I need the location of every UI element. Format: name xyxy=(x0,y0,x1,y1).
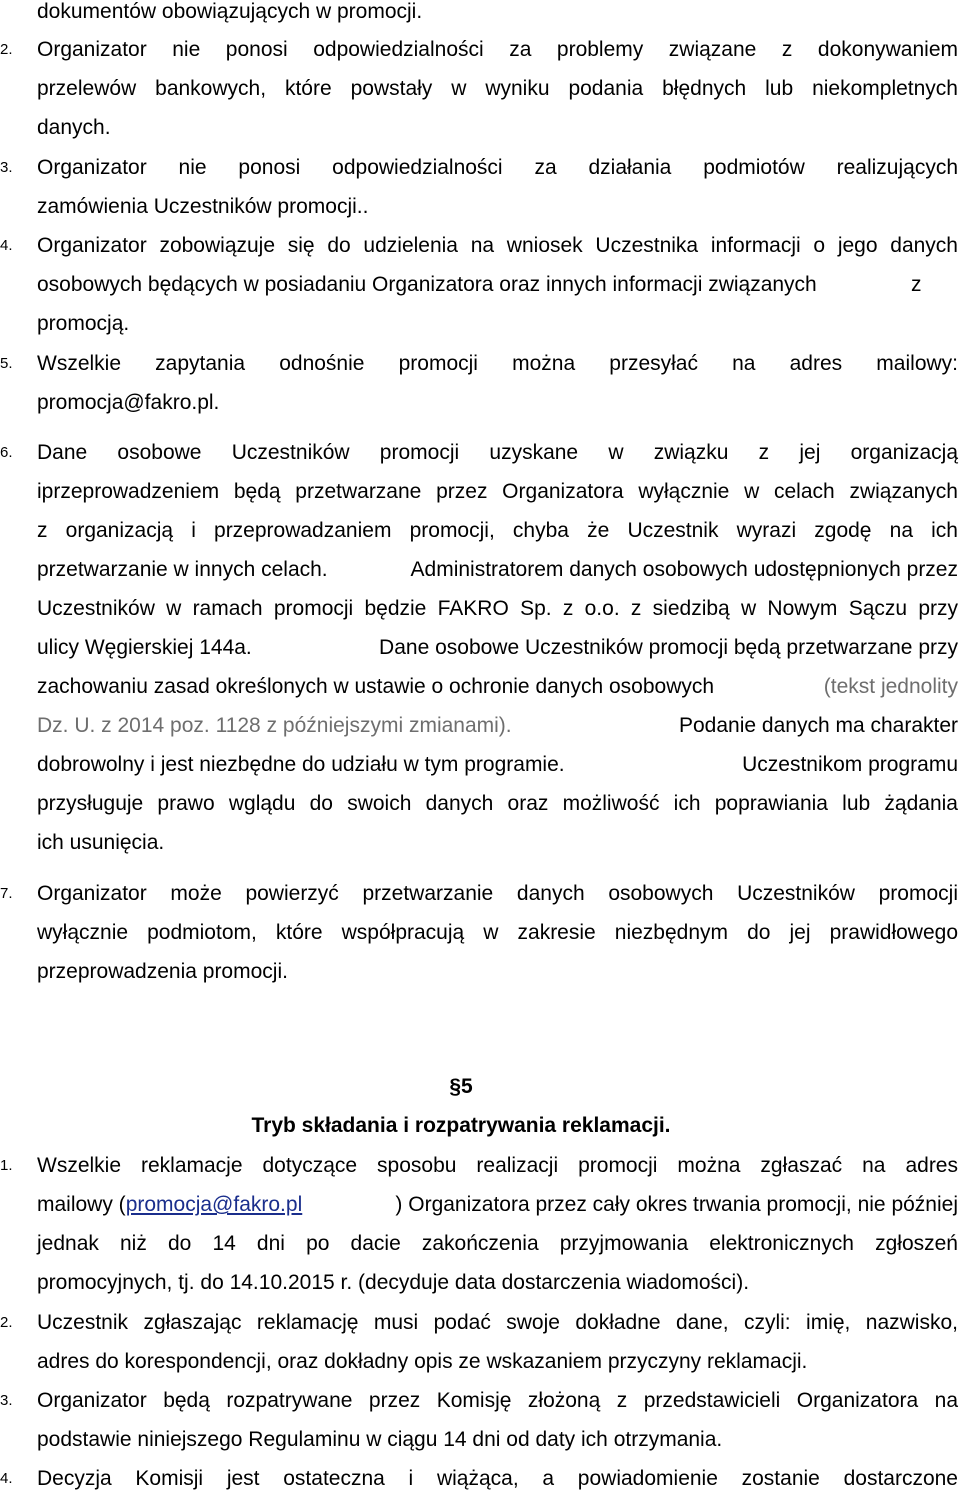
text-segment: Podanie danych ma charakter xyxy=(679,714,958,737)
paragraph-line: promocją. xyxy=(37,312,130,335)
text-segment: Dane osobowe Uczestników promocji będą przetwarzane przy xyxy=(379,636,958,659)
text-segment: ) Organizatora przez cały okres trwania promocji, nie później xyxy=(395,1193,958,1216)
paragraph-line: iprzeprowadzeniem będą przetwarzane przez Organizatora wyłącznie w celach związanych xyxy=(37,480,958,503)
section-title: Tryb składania i rozpatrywania reklamacji. xyxy=(251,1114,671,1137)
text-segment: mailowy ( xyxy=(37,1193,126,1216)
paragraph-line: ich usunięcia. xyxy=(37,831,165,854)
section-number: §5 xyxy=(449,1075,473,1098)
text-segment: ulicy Węgierskiej 144a. xyxy=(37,636,252,659)
paragraph-line: Organizator nie ponosi odpowiedzialności za działania podmiotów realizujących xyxy=(37,156,958,179)
paragraph-line: wyłącznie podmiotom, które współpracują w zakresie niezbędnym do jej prawidłowego xyxy=(37,921,958,944)
text-segment: Administratorem danych osobowych udostępnionych przez xyxy=(410,558,958,581)
email-link[interactable]: promocja@fakro.pl xyxy=(125,1193,303,1216)
paragraph-line: adres do korespondencji, oraz dokładny opis ze wskazaniem przyczyny reklamacji. xyxy=(37,1350,808,1373)
paragraph-line: Wszelkie zapytania odnośnie promocji można przesyłać na adres mailowy: xyxy=(37,352,958,375)
paragraph-line: zamówienia Uczestników promocji.. xyxy=(37,195,369,218)
paragraph-line xyxy=(37,713,958,739)
paragraph-line: Organizator będą rozpatrywane przez Komisję złożoną z przedstawicieli Organizatora na xyxy=(37,1389,958,1412)
top-fragment: dokumentów obowiązujących w promocji. xyxy=(37,0,423,23)
text-segment: dobrowolny i jest niezbędne do udziału w tym programie. xyxy=(37,753,565,776)
citation-text: Dz. U. z 2014 poz. 1128 z późniejszymi zmianami). xyxy=(37,714,512,737)
list-item-number: 5. xyxy=(0,355,13,372)
paragraph-line: Wszelkie reklamacje dotyczące sposobu realizacji promocji można zgłaszać na adres xyxy=(37,1154,958,1177)
list-item-number: 4. xyxy=(0,237,13,254)
paragraph-line: z xyxy=(911,273,922,296)
text-segment: Uczestnikom programu xyxy=(742,753,958,776)
paragraph-line: przelewów bankowych, które powstały w wyniku podania błędnych lub niekompletnych xyxy=(37,77,958,100)
paragraph-line: Decyzja Komisji jest ostateczna i wiążąca, a powiadomienie zostanie dostarczone xyxy=(37,1467,958,1490)
text-segment: zachowaniu zasad określonych w ustawie o ochronie danych osobowych xyxy=(37,675,715,698)
paragraph-line: Organizator może powierzyć przetwarzanie danych osobowych Uczestników promocji xyxy=(37,882,958,905)
list-item-number: 6. xyxy=(0,444,13,461)
paragraph-line: Organizator zobowiązuje się do udzielenia na wniosek Uczestnika informacji o jego danych xyxy=(37,234,958,257)
list-item-number: 3. xyxy=(0,1392,13,1409)
paragraph-line: z organizacją i przeprowadzaniem promocji, chyba że Uczestnik wyrazi zgodę na ich xyxy=(37,519,958,542)
list-item-number: 3. xyxy=(0,159,13,176)
citation-text: (tekst jednolity xyxy=(823,675,958,698)
paragraph-line: Uczestników w ramach promocji będzie FAKRO Sp. z o.o. z siedzibą w Nowym Sączu przy xyxy=(37,597,958,620)
paragraph-line: jednak niż do 14 dni po dacie zakończenia przyjmowania elektronicznych zgłoszeń xyxy=(37,1232,958,1255)
paragraph-line xyxy=(37,1192,958,1218)
paragraph-line xyxy=(37,557,958,583)
paragraph-line: danych. xyxy=(37,116,111,139)
paragraph-line: przysługuje prawo wglądu do swoich danych oraz możliwość ich poprawiania lub żądania xyxy=(37,792,958,815)
list-item-number: 4. xyxy=(0,1470,13,1487)
paragraph-line xyxy=(37,752,958,778)
paragraph-line: promocja@fakro.pl. xyxy=(37,391,220,414)
paragraph-line: Organizator nie ponosi odpowiedzialności za problemy związane z dokonywaniem xyxy=(37,38,958,61)
list-item-number: 1. xyxy=(0,1157,13,1174)
paragraph-line: podstawie niniejszego Regulaminu w ciągu 14 dni od daty ich otrzymania. xyxy=(37,1428,723,1451)
paragraph-line: Uczestnik zgłaszając reklamację musi podać swoje dokładne dane, czyli: imię, nazwisko, xyxy=(37,1311,958,1334)
paragraph-line: promocyjnych, tj. do 14.10.2015 r. (decyduje data dostarczenia wiadomości). xyxy=(37,1271,750,1294)
paragraph-line xyxy=(37,674,958,700)
list-item-number: 2. xyxy=(0,41,13,58)
paragraph-line xyxy=(37,635,958,661)
list-item-number: 7. xyxy=(0,885,13,902)
text-segment: przetwarzanie w innych celach. xyxy=(37,558,328,581)
paragraph-line: osobowych będących w posiadaniu Organizatora oraz innych informacji związanych xyxy=(37,273,817,296)
paragraph-line: Dane osobowe Uczestników promocji uzyskane w związku z jej organizacją xyxy=(37,441,958,464)
list-item-number: 2. xyxy=(0,1314,13,1331)
paragraph-line: przeprowadzenia promocji. xyxy=(37,960,288,983)
text-segment xyxy=(37,1192,302,1218)
